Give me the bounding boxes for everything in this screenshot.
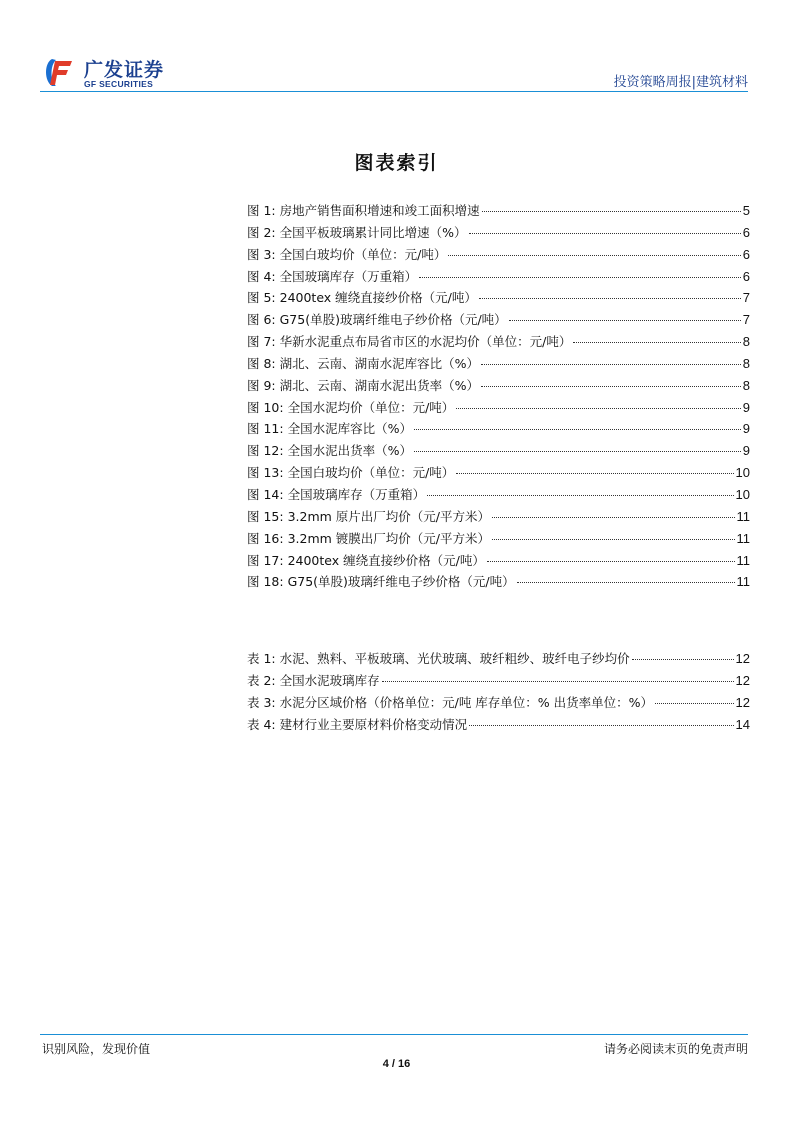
dot-leader xyxy=(382,681,734,682)
dot-leader xyxy=(482,211,741,212)
toc-entry[interactable] xyxy=(247,485,750,507)
toc-entry-label: 图 11: 全国水泥库容比（%） xyxy=(247,421,412,437)
toc-entry[interactable] xyxy=(247,332,750,354)
dot-leader xyxy=(517,582,735,583)
toc-entry[interactable] xyxy=(247,223,750,245)
toc-entry-label: 图 9: 湖北、云南、湖南水泥出货率（%） xyxy=(247,377,479,393)
toc-entry-label: 图 16: 3.2mm 镀膜出厂均价（元/平方米） xyxy=(247,530,490,546)
toc-entry-label: 表 1: 水泥、熟料、平板玻璃、光伏玻璃、玻纤粗纱、玻纤电子纱均价 xyxy=(247,651,630,666)
toc-entry-page: 8 xyxy=(742,377,750,393)
toc-entry-label: 图 8: 湖北、云南、湖南水泥库容比（%） xyxy=(247,355,479,371)
toc-entry-label: 图 3: 全国白玻均价（单位：元/吨） xyxy=(247,246,447,262)
dot-leader xyxy=(414,451,741,452)
toc-entry-page: 5 xyxy=(742,203,750,218)
report-type: 投资策略周报|建筑材料 xyxy=(613,75,748,90)
dot-leader xyxy=(655,703,734,704)
toc-entry-page: 6 xyxy=(742,268,750,284)
toc-entry-page: 14 xyxy=(735,716,750,732)
toc-entry-label: 图 6: G75(单股)玻璃纤维电子纱价格（元/吨） xyxy=(247,312,507,328)
toc-entry-label: 图 12: 全国水泥出货率（%） xyxy=(247,443,412,459)
dot-leader xyxy=(469,233,741,234)
dot-leader xyxy=(573,342,740,343)
toc-entry-page: 8 xyxy=(742,334,750,350)
toc-entry[interactable] xyxy=(247,507,750,529)
toc-entry[interactable] xyxy=(247,245,750,267)
toc-entry-page: 9 xyxy=(742,443,750,459)
toc-entry-label: 图 13: 全国白玻均价（单位：元/吨） xyxy=(247,465,455,481)
logo-text-en: GF SECURITIES xyxy=(84,79,154,89)
toc-entry-page: 11 xyxy=(736,552,750,568)
toc-entry-page: 12 xyxy=(735,651,750,666)
toc-entry[interactable] xyxy=(247,551,750,573)
toc-entry-page: 7 xyxy=(742,312,750,328)
dot-leader xyxy=(479,298,741,299)
toc-entry-page: 12 xyxy=(735,672,750,688)
dot-leader xyxy=(469,725,733,726)
table-index xyxy=(247,649,750,736)
toc-entry-label: 表 4: 建材行业主要原材料价格变动情况 xyxy=(247,716,468,732)
dot-leader xyxy=(632,659,734,660)
toc-entry-label: 图 5: 2400tex 缠绕直接纱价格（元/吨） xyxy=(247,290,477,306)
footer-disclaimer: 请务必阅读末页的免责声明 xyxy=(603,1042,748,1056)
toc-entry-page: 9 xyxy=(742,421,750,437)
toc-entry-page: 7 xyxy=(742,290,750,306)
toc-entry[interactable] xyxy=(247,649,750,671)
toc-entry[interactable] xyxy=(247,398,750,420)
toc-entry-page: 6 xyxy=(742,246,750,262)
toc-entry[interactable] xyxy=(247,376,750,398)
toc-entry[interactable] xyxy=(247,201,750,223)
toc-entry[interactable] xyxy=(247,463,750,485)
toc-entry-label: 图 18: G75(单股)玻璃纤维电子纱价格（元/吨） xyxy=(247,574,515,590)
toc-entry-label: 表 2: 全国水泥玻璃库存 xyxy=(247,672,380,688)
company-logo xyxy=(42,55,172,91)
toc-entry[interactable] xyxy=(247,267,750,289)
toc-entry-page: 9 xyxy=(742,399,750,415)
toc-entry-page: 12 xyxy=(735,694,750,710)
toc-entry-page: 8 xyxy=(742,355,750,371)
toc-entry[interactable] xyxy=(247,310,750,332)
page-number: 4 / 16 xyxy=(382,1058,411,1070)
toc-entry[interactable] xyxy=(247,419,750,441)
toc-entry-label: 图 2: 全国平板玻璃累计同比增速（%） xyxy=(247,224,467,240)
toc-entry[interactable] xyxy=(247,715,750,737)
dot-leader xyxy=(456,408,740,409)
dot-leader xyxy=(414,429,741,430)
toc-entry-page: 10 xyxy=(735,486,750,502)
figure-index xyxy=(247,201,750,594)
toc-entry-label: 图 14: 全国玻璃库存（万重箱） xyxy=(247,486,426,502)
dot-leader xyxy=(448,255,740,256)
toc-entry-label: 表 3: 水泥分区域价格（价格单位：元/吨 库存单位：% 出货率单位：%） xyxy=(247,694,654,710)
dot-leader xyxy=(487,561,735,562)
toc-entry[interactable] xyxy=(247,529,750,551)
toc-entry-label: 图 15: 3.2mm 原片出厂均价（元/平方米） xyxy=(247,508,490,524)
toc-entry[interactable] xyxy=(247,354,750,376)
logo-text-cn: 广发证券 xyxy=(84,59,165,81)
toc-entry-page: 11 xyxy=(736,574,750,590)
toc-entry[interactable] xyxy=(247,288,750,310)
toc-entry-page: 11 xyxy=(736,530,750,546)
dot-leader xyxy=(419,277,741,278)
toc-entry-label: 图 1: 房地产销售面积增速和竣工面积增速 xyxy=(247,203,480,218)
toc-entry-label: 图 4: 全国玻璃库存（万重箱） xyxy=(247,268,418,284)
footer-slogan: 识别风险，发现价值 xyxy=(42,1042,151,1056)
dot-leader xyxy=(456,473,733,474)
dot-leader xyxy=(509,320,741,321)
dot-leader xyxy=(427,495,733,496)
toc-entry-label: 图 10: 全国水泥均价（单位：元/吨） xyxy=(247,399,455,415)
toc-entry[interactable] xyxy=(247,693,750,715)
toc-entry-label: 图 7: 华新水泥重点布局省市区的水泥均价（单位：元/吨） xyxy=(247,334,572,350)
dot-leader xyxy=(481,364,741,365)
dot-leader xyxy=(492,517,735,518)
gf-logo-icon xyxy=(42,55,76,89)
toc-entry-page: 10 xyxy=(735,465,750,481)
dot-leader xyxy=(481,386,741,387)
header-divider xyxy=(40,91,748,92)
toc-entry[interactable] xyxy=(247,671,750,693)
toc-entry[interactable] xyxy=(247,441,750,463)
toc-entry-label: 图 17: 2400tex 缠绕直接纱价格（元/吨） xyxy=(247,552,485,568)
toc-entry[interactable] xyxy=(247,572,750,594)
page-title: 图表索引 xyxy=(354,152,439,174)
dot-leader xyxy=(492,539,735,540)
footer-divider xyxy=(40,1034,748,1035)
toc-entry-page: 11 xyxy=(736,508,750,524)
toc-entry-page: 6 xyxy=(742,224,750,240)
